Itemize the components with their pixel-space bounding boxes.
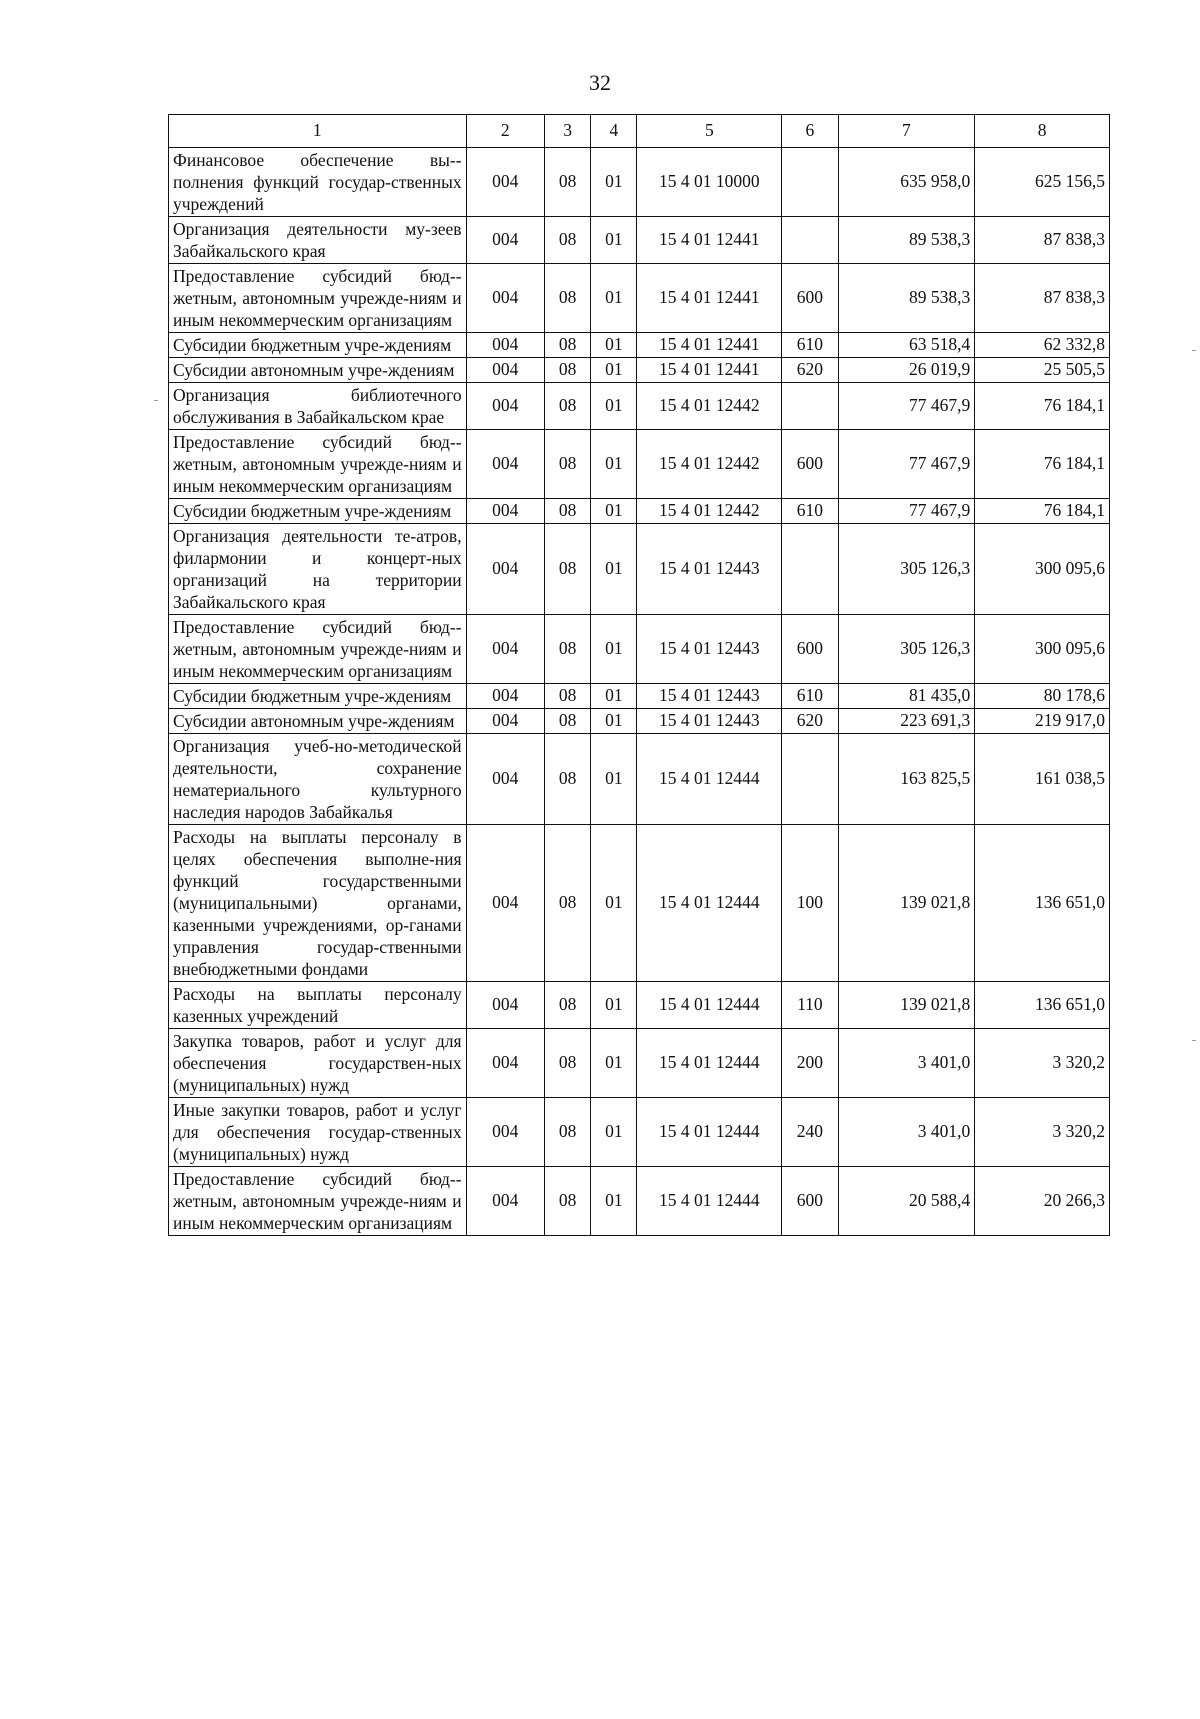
cell-ministry-code: 004 <box>466 734 544 825</box>
cell-item-name: Расходы на выплаты персоналу казенных учреждений <box>169 982 467 1029</box>
cell-amount-year-1: 139 021,8 <box>838 982 975 1029</box>
cell-section-code: 08 <box>544 982 590 1029</box>
cell-subsection-code: 01 <box>591 1029 637 1098</box>
cell-target-article: 15 4 01 12444 <box>637 1098 782 1167</box>
cell-ministry-code: 004 <box>466 148 544 217</box>
cell-expense-type: 600 <box>782 1167 838 1236</box>
cell-amount-year-2: 300 095,6 <box>975 615 1110 684</box>
cell-subsection-code: 01 <box>591 430 637 499</box>
cell-expense-type <box>782 217 838 264</box>
cell-ministry-code: 004 <box>466 217 544 264</box>
table-body <box>169 148 1110 1236</box>
cell-amount-year-1: 635 958,0 <box>838 148 975 217</box>
cell-expense-type: 240 <box>782 1098 838 1167</box>
cell-section-code: 08 <box>544 148 590 217</box>
cell-section-code: 08 <box>544 333 590 358</box>
cell-amount-year-1: 26 019,9 <box>838 358 975 383</box>
cell-amount-year-1: 77 467,9 <box>838 430 975 499</box>
cell-ministry-code: 004 <box>466 615 544 684</box>
cell-section-code: 08 <box>544 1098 590 1167</box>
cell-item-name: Субсидии бюджетным учре-ждениям <box>169 684 467 709</box>
cell-ministry-code: 004 <box>466 333 544 358</box>
cell-section-code: 08 <box>544 709 590 734</box>
cell-target-article: 15 4 01 12443 <box>637 615 782 684</box>
cell-subsection-code: 01 <box>591 383 637 430</box>
cell-amount-year-1: 77 467,9 <box>838 499 975 524</box>
cell-target-article: 15 4 01 12441 <box>637 358 782 383</box>
cell-target-article: 15 4 01 12442 <box>637 499 782 524</box>
cell-ministry-code: 004 <box>466 1029 544 1098</box>
cell-target-article: 15 4 01 12441 <box>637 264 782 333</box>
scan-mark <box>1192 350 1196 351</box>
cell-subsection-code: 01 <box>591 217 637 264</box>
cell-amount-year-2: 62 332,8 <box>975 333 1110 358</box>
cell-section-code: 08 <box>544 734 590 825</box>
cell-amount-year-2: 625 156,5 <box>975 148 1110 217</box>
cell-amount-year-2: 87 838,3 <box>975 217 1110 264</box>
cell-ministry-code: 004 <box>466 524 544 615</box>
cell-ministry-code: 004 <box>466 430 544 499</box>
scan-mark <box>1192 1040 1196 1041</box>
cell-ministry-code: 004 <box>466 499 544 524</box>
cell-expense-type: 610 <box>782 333 838 358</box>
cell-expense-type: 600 <box>782 430 838 499</box>
table-row <box>169 684 1110 709</box>
cell-subsection-code: 01 <box>591 684 637 709</box>
table-row <box>169 615 1110 684</box>
budget-table <box>168 114 1110 1236</box>
cell-target-article: 15 4 01 12441 <box>637 333 782 358</box>
cell-subsection-code: 01 <box>591 1098 637 1167</box>
column-header: 6 <box>782 115 838 148</box>
cell-subsection-code: 01 <box>591 499 637 524</box>
cell-expense-type: 600 <box>782 615 838 684</box>
cell-ministry-code: 004 <box>466 709 544 734</box>
cell-section-code: 08 <box>544 264 590 333</box>
cell-section-code: 08 <box>544 825 590 982</box>
cell-ministry-code: 004 <box>466 982 544 1029</box>
cell-target-article: 15 4 01 12444 <box>637 1167 782 1236</box>
table-row <box>169 1167 1110 1236</box>
cell-amount-year-1: 63 518,4 <box>838 333 975 358</box>
cell-item-name: Организация библиотечного обслуживания в Забайкальском крае <box>169 383 467 430</box>
table-row <box>169 358 1110 383</box>
cell-item-name: Субсидии бюджетным учре-ждениям <box>169 499 467 524</box>
table-row <box>169 825 1110 982</box>
table-row <box>169 430 1110 499</box>
column-header: 4 <box>591 115 637 148</box>
cell-section-code: 08 <box>544 1029 590 1098</box>
cell-item-name: Субсидии автономным учре-ждениям <box>169 358 467 383</box>
cell-target-article: 15 4 01 10000 <box>637 148 782 217</box>
cell-subsection-code: 01 <box>591 709 637 734</box>
cell-amount-year-2: 3 320,2 <box>975 1098 1110 1167</box>
cell-section-code: 08 <box>544 217 590 264</box>
column-header: 1 <box>169 115 467 148</box>
table-row <box>169 333 1110 358</box>
cell-expense-type: 620 <box>782 709 838 734</box>
cell-ministry-code: 004 <box>466 1167 544 1236</box>
cell-ministry-code: 004 <box>466 358 544 383</box>
cell-amount-year-1: 139 021,8 <box>838 825 975 982</box>
cell-amount-year-2: 3 320,2 <box>975 1029 1110 1098</box>
cell-amount-year-1: 223 691,3 <box>838 709 975 734</box>
cell-item-name: Предоставление субсидий бюд-жетным, автономным учрежде-ниям и иным некоммерческим организациям <box>169 615 467 684</box>
cell-subsection-code: 01 <box>591 148 637 217</box>
cell-amount-year-2: 80 178,6 <box>975 684 1110 709</box>
cell-amount-year-1: 81 435,0 <box>838 684 975 709</box>
cell-amount-year-1: 163 825,5 <box>838 734 975 825</box>
cell-item-name: Иные закупки товаров, работ и услуг для обеспечения государ-ственных (муниципальных) нужд <box>169 1098 467 1167</box>
cell-ministry-code: 004 <box>466 1098 544 1167</box>
cell-expense-type: 100 <box>782 825 838 982</box>
cell-item-name: Финансовое обеспечение вы-полнения функций государ-ственных учреждений <box>169 148 467 217</box>
cell-amount-year-1: 89 538,3 <box>838 264 975 333</box>
cell-target-article: 15 4 01 12443 <box>637 524 782 615</box>
cell-expense-type: 610 <box>782 684 838 709</box>
cell-ministry-code: 004 <box>466 684 544 709</box>
cell-section-code: 08 <box>544 524 590 615</box>
cell-subsection-code: 01 <box>591 264 637 333</box>
cell-item-name: Закупка товаров, работ и услуг для обеспечения государствен-ных (муниципальных) нужд <box>169 1029 467 1098</box>
table-row <box>169 1098 1110 1167</box>
cell-amount-year-2: 300 095,6 <box>975 524 1110 615</box>
cell-amount-year-1: 305 126,3 <box>838 524 975 615</box>
cell-expense-type <box>782 524 838 615</box>
cell-target-article: 15 4 01 12441 <box>637 217 782 264</box>
cell-subsection-code: 01 <box>591 615 637 684</box>
cell-section-code: 08 <box>544 684 590 709</box>
cell-subsection-code: 01 <box>591 524 637 615</box>
cell-ministry-code: 004 <box>466 264 544 333</box>
cell-amount-year-1: 3 401,0 <box>838 1098 975 1167</box>
table-row <box>169 734 1110 825</box>
cell-amount-year-2: 76 184,1 <box>975 499 1110 524</box>
cell-target-article: 15 4 01 12444 <box>637 734 782 825</box>
page-number: 32 <box>589 70 611 95</box>
cell-subsection-code: 01 <box>591 358 637 383</box>
cell-expense-type <box>782 148 838 217</box>
cell-target-article: 15 4 01 12443 <box>637 709 782 734</box>
cell-amount-year-2: 219 917,0 <box>975 709 1110 734</box>
cell-amount-year-1: 89 538,3 <box>838 217 975 264</box>
cell-target-article: 15 4 01 12442 <box>637 430 782 499</box>
table-row <box>169 709 1110 734</box>
table-header-row <box>169 115 1110 148</box>
cell-target-article: 15 4 01 12444 <box>637 825 782 982</box>
table-row <box>169 499 1110 524</box>
cell-section-code: 08 <box>544 1167 590 1236</box>
table-row <box>169 1029 1110 1098</box>
table-row <box>169 524 1110 615</box>
cell-subsection-code: 01 <box>591 333 637 358</box>
cell-section-code: 08 <box>544 383 590 430</box>
cell-item-name: Субсидии автономным учре-ждениям <box>169 709 467 734</box>
column-header: 5 <box>637 115 782 148</box>
column-header: 2 <box>466 115 544 148</box>
cell-subsection-code: 01 <box>591 1167 637 1236</box>
cell-section-code: 08 <box>544 615 590 684</box>
cell-section-code: 08 <box>544 430 590 499</box>
table-row <box>169 217 1110 264</box>
cell-item-name: Предоставление субсидий бюд-жетным, автономным учрежде-ниям и иным некоммерческим организациям <box>169 1167 467 1236</box>
cell-subsection-code: 01 <box>591 982 637 1029</box>
cell-amount-year-2: 161 038,5 <box>975 734 1110 825</box>
cell-amount-year-2: 25 505,5 <box>975 358 1110 383</box>
table-row <box>169 264 1110 333</box>
cell-expense-type: 620 <box>782 358 838 383</box>
cell-target-article: 15 4 01 12444 <box>637 982 782 1029</box>
cell-item-name: Расходы на выплаты персоналу в целях обеспечения выполне-ния функций государственными (муниципальными) органами, казенными учреждениями, ор-ганами управления государ-ственными внебюджетными фондами <box>169 825 467 982</box>
table-row <box>169 383 1110 430</box>
cell-amount-year-2: 76 184,1 <box>975 430 1110 499</box>
table-row <box>169 982 1110 1029</box>
cell-item-name: Предоставление субсидий бюд-жетным, автономным учрежде-ниям и иным некоммерческим организациям <box>169 264 467 333</box>
cell-section-code: 08 <box>544 358 590 383</box>
cell-amount-year-2: 136 651,0 <box>975 982 1110 1029</box>
cell-expense-type: 600 <box>782 264 838 333</box>
cell-subsection-code: 01 <box>591 734 637 825</box>
column-header: 3 <box>544 115 590 148</box>
cell-amount-year-1: 3 401,0 <box>838 1029 975 1098</box>
cell-item-name: Субсидии бюджетным учре-ждениям <box>169 333 467 358</box>
cell-item-name: Предоставление субсидий бюд-жетным, автономным учрежде-ниям и иным некоммерческим организациям <box>169 430 467 499</box>
column-header: 7 <box>838 115 975 148</box>
cell-expense-type: 610 <box>782 499 838 524</box>
cell-amount-year-2: 76 184,1 <box>975 383 1110 430</box>
cell-amount-year-2: 87 838,3 <box>975 264 1110 333</box>
cell-item-name: Организация деятельности му-зеев Забайкальского края <box>169 217 467 264</box>
cell-expense-type: 200 <box>782 1029 838 1098</box>
cell-target-article: 15 4 01 12444 <box>637 1029 782 1098</box>
cell-section-code: 08 <box>544 499 590 524</box>
cell-expense-type: 110 <box>782 982 838 1029</box>
cell-target-article: 15 4 01 12442 <box>637 383 782 430</box>
cell-item-name: Организация деятельности те-атров, филармонии и концерт-ных организаций на территории Забайкальского края <box>169 524 467 615</box>
column-header: 8 <box>975 115 1110 148</box>
cell-target-article: 15 4 01 12443 <box>637 684 782 709</box>
cell-amount-year-2: 20 266,3 <box>975 1167 1110 1236</box>
cell-expense-type <box>782 383 838 430</box>
cell-subsection-code: 01 <box>591 825 637 982</box>
cell-expense-type <box>782 734 838 825</box>
cell-amount-year-2: 136 651,0 <box>975 825 1110 982</box>
cell-amount-year-1: 77 467,9 <box>838 383 975 430</box>
cell-amount-year-1: 305 126,3 <box>838 615 975 684</box>
cell-item-name: Организация учеб-но-методической деятельности, сохранение нематериального культурного наследия народов Забайкалья <box>169 734 467 825</box>
cell-ministry-code: 004 <box>466 383 544 430</box>
scan-mark <box>154 400 158 401</box>
cell-ministry-code: 004 <box>466 825 544 982</box>
cell-amount-year-1: 20 588,4 <box>838 1167 975 1236</box>
table-row <box>169 148 1110 217</box>
